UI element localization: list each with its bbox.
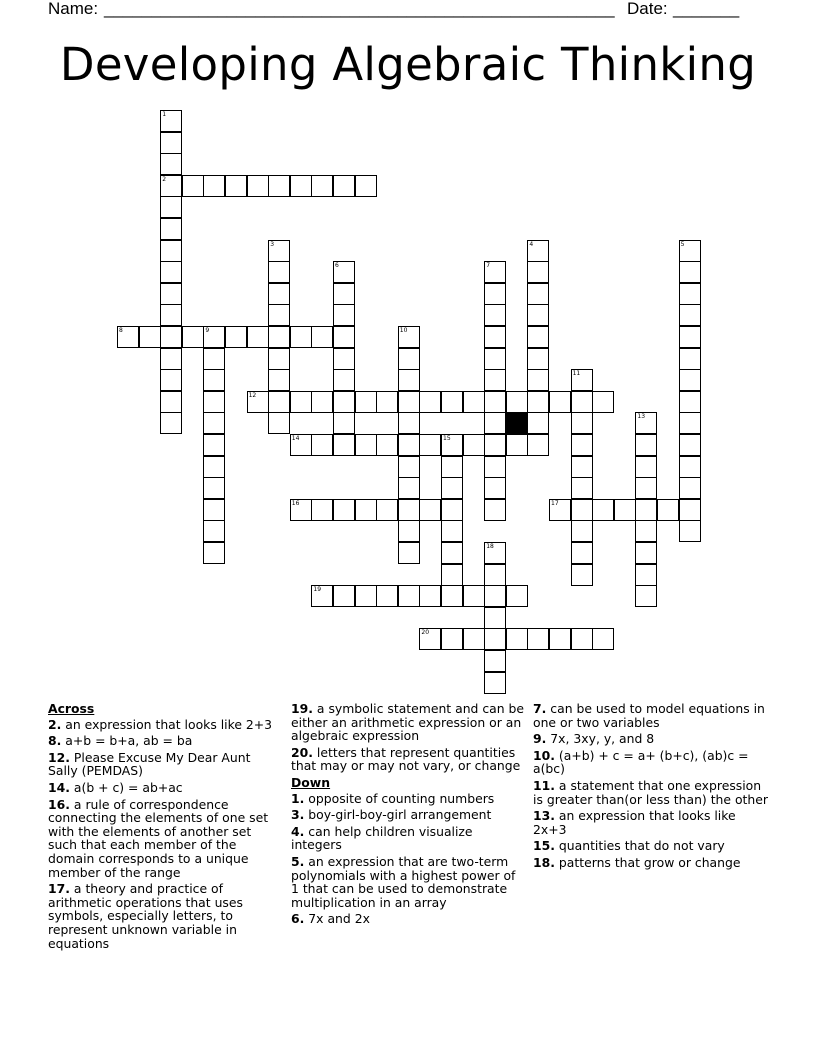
grid-cell[interactable] [679, 369, 701, 391]
grid-cell[interactable] [203, 326, 225, 348]
grid-cell[interactable] [290, 499, 312, 521]
clue-number: 4. [291, 823, 305, 839]
grid-cell[interactable] [463, 391, 485, 413]
grid-cell[interactable] [441, 542, 463, 564]
grid-cell[interactable] [203, 456, 225, 478]
grid-cell[interactable] [635, 499, 657, 521]
grid-cell[interactable] [463, 434, 485, 456]
grid-cell[interactable] [398, 585, 420, 607]
grid-cell[interactable] [225, 175, 247, 197]
grid-cell[interactable] [679, 348, 701, 370]
across-heading: Across [48, 701, 95, 716]
grid-cell[interactable] [311, 499, 333, 521]
clue-item [533, 702, 769, 729]
grid-cell[interactable] [203, 542, 225, 564]
clue-number-label: 3 [270, 240, 275, 248]
grid-cell[interactable] [527, 391, 549, 413]
clue-number: 3. [291, 807, 305, 823]
grid-cell[interactable] [679, 434, 701, 456]
grid-cell[interactable] [527, 628, 549, 650]
clue-item [291, 855, 527, 909]
clue-text: 7x and 2x [308, 911, 370, 927]
grid-cell[interactable] [160, 369, 182, 391]
clue-text: quantities that do not vary [558, 838, 725, 854]
name-label: Name: [48, 0, 99, 18]
clue-number: 12. [48, 749, 70, 765]
clue-number-label: 14 [291, 435, 300, 442]
grid-cell[interactable] [268, 326, 290, 348]
grid-cell[interactable] [441, 564, 463, 586]
grid-cell[interactable] [398, 369, 420, 391]
grid-cell[interactable] [333, 175, 355, 197]
clue-number-label: 12 [248, 391, 257, 399]
page-title: Developing Algebraic Thinking [59, 38, 757, 91]
grid-cell[interactable] [290, 326, 312, 348]
grid-cell[interactable] [635, 456, 657, 478]
grid-cell[interactable] [160, 391, 182, 413]
clue-text: a rule of correspondence connecting the elements of one set with the elements of another set such that each member of the domain corresponds to a unique member of the range [48, 796, 269, 880]
clue-number: 17. [48, 881, 70, 897]
grid-cell[interactable] [635, 434, 657, 456]
clue-text: a+b = b+a, ab = ba [65, 733, 193, 749]
grid-cell[interactable] [355, 391, 377, 413]
clue-item [291, 825, 527, 852]
grid-cell[interactable] [571, 564, 593, 586]
grid-cell[interactable] [203, 369, 225, 391]
grid-cell[interactable] [441, 499, 463, 521]
grid-cell[interactable] [484, 564, 506, 586]
grid-cell[interactable] [506, 585, 528, 607]
clue-number-label: 5 [680, 240, 685, 248]
clue-item [48, 734, 276, 748]
grid-cell[interactable] [311, 326, 333, 348]
down-clue-list-continued [533, 702, 769, 870]
grid-cell[interactable] [441, 434, 463, 456]
grid-cell[interactable] [527, 348, 549, 370]
grid-cell[interactable] [203, 391, 225, 413]
clue-number: 13. [533, 808, 555, 824]
clues-column-1 [48, 702, 276, 953]
grid-cell[interactable] [355, 585, 377, 607]
clue-number: 7. [533, 701, 547, 716]
grid-cell[interactable] [571, 456, 593, 478]
across-clue-list-continued [291, 702, 527, 773]
clue-number: 20. [291, 744, 313, 760]
grid-cell[interactable] [160, 261, 182, 283]
clue-number-label: 15 [443, 435, 451, 442]
grid-cell[interactable] [268, 261, 290, 283]
clue-number-label: 13 [637, 413, 646, 421]
grid-cell[interactable] [333, 369, 355, 391]
grid-cell[interactable] [203, 175, 225, 197]
clue-number-label: 11 [572, 370, 581, 378]
across-clue-list [48, 718, 276, 951]
clue-item [533, 856, 769, 870]
grid-cell[interactable] [679, 456, 701, 478]
grid-cell[interactable] [333, 304, 355, 326]
grid-cell[interactable] [484, 672, 506, 694]
grid-cell[interactable] [160, 240, 182, 262]
grid-cell[interactable] [592, 499, 614, 521]
clue-number-label: 18 [486, 543, 494, 550]
clue-item [533, 732, 769, 746]
clue-text: letters that represent quantities that may or may not vary, or change [291, 744, 521, 774]
grid-cell[interactable] [635, 564, 657, 586]
clue-item [291, 808, 527, 822]
grid-cell[interactable] [182, 175, 204, 197]
clue-number-label: 20 [421, 629, 430, 637]
grid-cell[interactable] [160, 110, 182, 132]
grid-cell[interactable] [635, 585, 657, 607]
clue-number: 16. [48, 796, 70, 812]
clue-item [48, 781, 276, 795]
clue-text: patterns that grow or change [558, 854, 741, 870]
clue-number: 11. [533, 777, 555, 793]
grid-cell[interactable] [679, 477, 701, 499]
grid-cell[interactable] [571, 542, 593, 564]
grid-cell[interactable] [571, 520, 593, 542]
grid-cell[interactable] [333, 261, 355, 283]
grid-cell[interactable] [398, 412, 420, 434]
grid-cell[interactable] [268, 348, 290, 370]
grid-cell[interactable] [527, 304, 549, 326]
grid-cell[interactable] [441, 456, 463, 478]
grid-cell[interactable] [484, 369, 506, 391]
clue-number: 19. [291, 701, 313, 716]
grid-cell[interactable] [376, 434, 398, 456]
grid-cell[interactable] [506, 391, 528, 413]
grid-cell[interactable] [679, 261, 701, 283]
grid-cell[interactable] [527, 369, 549, 391]
clue-item [291, 702, 527, 743]
clue-number-label: 9 [205, 327, 210, 334]
grid-cell[interactable] [679, 499, 701, 521]
grid-cell[interactable] [333, 434, 355, 456]
grid-cell[interactable] [268, 283, 290, 305]
date-field[interactable]: _______ [673, 0, 740, 18]
grid-cell[interactable] [268, 412, 290, 434]
clue-number: 5. [291, 853, 305, 869]
grid-cell[interactable] [333, 348, 355, 370]
grid-cell[interactable] [484, 326, 506, 348]
grid-cell[interactable] [268, 391, 290, 413]
grid-cell[interactable] [160, 175, 182, 197]
clue-text: a statement that one expression is greater than(or less than) the other [533, 777, 768, 807]
clue-number: 15. [533, 838, 555, 854]
clue-text: can be used to model equations in one or two variables [533, 701, 765, 730]
grid-cell[interactable] [160, 153, 182, 175]
grid-cell[interactable] [419, 434, 441, 456]
grid-cell[interactable] [441, 585, 463, 607]
grid-cell[interactable] [571, 477, 593, 499]
grid-cell[interactable] [484, 628, 506, 650]
grid-cell[interactable] [311, 585, 333, 607]
clue-text: (a+b) + c = a+ (b+c), (ab)c = a(bc) [533, 747, 749, 777]
clue-number: 2. [48, 716, 62, 732]
grid-cell[interactable] [268, 175, 290, 197]
grid-cell[interactable] [398, 348, 420, 370]
grid-cell[interactable] [160, 304, 182, 326]
grid-cell[interactable] [160, 326, 182, 348]
grid-cell[interactable] [398, 326, 420, 348]
clue-number: 14. [48, 779, 70, 795]
grid-cell[interactable] [268, 240, 290, 262]
grid-cell[interactable] [614, 499, 636, 521]
grid-cell[interactable] [160, 132, 182, 154]
grid-cell[interactable] [139, 326, 161, 348]
grid-cell[interactable] [419, 499, 441, 521]
clue-item [533, 749, 769, 776]
grid-cell[interactable] [549, 391, 571, 413]
grid-cell[interactable] [484, 434, 506, 456]
grid-cell[interactable] [484, 499, 506, 521]
grid-cell[interactable] [398, 499, 420, 521]
grid-cell[interactable] [419, 628, 441, 650]
grid-cell[interactable] [203, 520, 225, 542]
grid-cell[interactable] [419, 391, 441, 413]
clue-item [48, 798, 276, 880]
name-field[interactable]: ______________________________________________________ [104, 0, 615, 18]
grid-cell[interactable] [527, 434, 549, 456]
grid-cell[interactable] [549, 628, 571, 650]
grid-cell[interactable] [182, 326, 204, 348]
grid-cell[interactable] [484, 283, 506, 305]
grid-cell[interactable] [441, 391, 463, 413]
grid-cell[interactable] [484, 261, 506, 283]
grid-cell[interactable] [333, 391, 355, 413]
grid-cell[interactable] [571, 499, 593, 521]
grid-cell[interactable] [311, 175, 333, 197]
date-label: Date: [627, 0, 668, 18]
grid-cell[interactable] [398, 520, 420, 542]
grid-cell[interactable] [355, 434, 377, 456]
clue-text: a symbolic statement and can be either an arithmetic expression or an algebraic expression [291, 701, 525, 744]
grid-cell[interactable] [160, 196, 182, 218]
clue-text: a(b + c) = ab+ac [73, 779, 183, 795]
black-cell [506, 412, 528, 434]
grid-cell[interactable] [635, 542, 657, 564]
grid-cell[interactable] [549, 499, 571, 521]
clue-number-label: 4 [529, 240, 534, 248]
clue-number: 6. [291, 911, 305, 927]
grid-cell[interactable] [506, 628, 528, 650]
grid-cell[interactable] [333, 412, 355, 434]
grid-cell[interactable] [441, 628, 463, 650]
grid-cell[interactable] [290, 434, 312, 456]
grid-cell[interactable] [376, 499, 398, 521]
clue-item [533, 809, 769, 836]
clue-number: 1. [291, 790, 305, 806]
clue-item [533, 779, 769, 806]
grid-cell[interactable] [290, 175, 312, 197]
grid-cell[interactable] [160, 283, 182, 305]
grid-cell[interactable] [247, 175, 269, 197]
grid-cell[interactable] [160, 348, 182, 370]
grid-cell[interactable] [376, 391, 398, 413]
clue-number-label: 6 [335, 262, 339, 270]
grid-cell[interactable] [268, 304, 290, 326]
grid-cell[interactable] [506, 434, 528, 456]
grid-cell[interactable] [463, 628, 485, 650]
grid-cell[interactable] [355, 175, 377, 197]
grid-cell[interactable] [203, 348, 225, 370]
clue-item [291, 912, 527, 926]
grid-cell[interactable] [398, 391, 420, 413]
grid-cell[interactable] [635, 520, 657, 542]
clue-text: an expression that are two-term polynomials with a highest power of 1 that can be used to demonstrate multiplication in an array [291, 853, 516, 910]
clue-text: an expression that looks like 2+3 [65, 716, 273, 732]
grid-cell[interactable] [441, 520, 463, 542]
grid-cell[interactable] [247, 326, 269, 348]
grid-cell[interactable] [571, 628, 593, 650]
grid-cell[interactable] [247, 391, 269, 413]
clue-number: 18. [533, 854, 555, 870]
grid-cell[interactable] [635, 477, 657, 499]
grid-cell[interactable] [571, 434, 593, 456]
grid-cell[interactable] [311, 434, 333, 456]
grid-cell[interactable] [441, 477, 463, 499]
grid-cell[interactable] [333, 283, 355, 305]
grid-cell[interactable] [333, 326, 355, 348]
grid-cell[interactable] [484, 650, 506, 672]
grid-cell[interactable] [592, 628, 614, 650]
clue-item [48, 882, 276, 950]
clue-number-label: 8 [119, 327, 123, 334]
grid-cell[interactable] [463, 585, 485, 607]
grid-cell[interactable] [484, 477, 506, 499]
grid-cell[interactable] [484, 412, 506, 434]
grid-cell[interactable] [484, 456, 506, 478]
grid-cell[interactable] [571, 391, 593, 413]
grid-cell[interactable] [398, 456, 420, 478]
grid-cell[interactable] [679, 391, 701, 413]
grid-cell[interactable] [484, 391, 506, 413]
grid-cell[interactable] [398, 477, 420, 499]
grid-cell[interactable] [527, 326, 549, 348]
grid-cell[interactable] [592, 391, 614, 413]
grid-cell[interactable] [484, 607, 506, 629]
grid-cell[interactable] [333, 499, 355, 521]
grid-cell[interactable] [484, 542, 506, 564]
clue-text: 7x, 3xy, y, and 8 [550, 731, 655, 747]
clue-item [291, 792, 527, 806]
grid-cell[interactable] [376, 585, 398, 607]
clue-text: boy-girl-boy-girl arrangement [308, 807, 492, 823]
clue-text: Please Excuse My Dear Aunt Sally (PEMDAS) [48, 749, 251, 779]
clue-number-label: 17 [551, 499, 559, 507]
grid-cell[interactable] [571, 369, 593, 391]
grid-cell[interactable] [679, 326, 701, 348]
grid-cell[interactable] [203, 434, 225, 456]
grid-cell[interactable] [160, 218, 182, 240]
grid-cell[interactable] [484, 304, 506, 326]
clue-number-label: 19 [313, 586, 322, 594]
clue-item [48, 718, 276, 732]
clue-number-label: 2 [162, 175, 167, 183]
grid-cell[interactable] [268, 369, 290, 391]
grid-cell[interactable] [527, 240, 549, 262]
grid-cell[interactable] [398, 434, 420, 456]
grid-cell[interactable] [203, 412, 225, 434]
clue-number-label: 16 [291, 499, 300, 507]
clue-text: a theory and practice of arithmetic operations that uses symbols, especially letters, to represent unknown variable in equations [48, 881, 243, 951]
grid-cell[interactable] [311, 391, 333, 413]
clue-text: an expression that looks like 2x+3 [533, 808, 736, 837]
clues-column-2 [291, 702, 527, 929]
grid-cell[interactable] [679, 520, 701, 542]
grid-cell[interactable] [419, 585, 441, 607]
grid-cell[interactable] [635, 412, 657, 434]
clue-number-label: 7 [486, 262, 491, 270]
grid-cell[interactable] [203, 477, 225, 499]
grid-cell[interactable] [679, 304, 701, 326]
clue-number-label: 1 [162, 111, 167, 118]
grid-cell[interactable] [225, 326, 247, 348]
grid-cell[interactable] [527, 261, 549, 283]
grid-cell[interactable] [398, 542, 420, 564]
grid-cell[interactable] [571, 412, 593, 434]
clue-item [291, 746, 527, 773]
clue-number: 9. [533, 731, 547, 747]
grid-cell[interactable] [657, 499, 679, 521]
clues-column-3 [533, 702, 769, 873]
down-heading: Down [291, 774, 331, 790]
grid-cell[interactable] [484, 585, 506, 607]
clue-text: opposite of counting numbers [308, 790, 495, 806]
grid-cell[interactable] [290, 391, 312, 413]
clue-item [48, 751, 276, 778]
grid-cell[interactable] [679, 283, 701, 305]
down-clue-list [291, 792, 527, 926]
grid-cell[interactable] [679, 240, 701, 262]
grid-cell[interactable] [679, 412, 701, 434]
grid-cell[interactable] [484, 348, 506, 370]
clue-number-label: 10 [399, 327, 408, 334]
clue-number: 8. [48, 733, 62, 749]
grid-cell[interactable] [527, 283, 549, 305]
grid-cell[interactable] [160, 412, 182, 434]
grid-cell[interactable] [117, 326, 139, 348]
grid-cell[interactable] [527, 412, 549, 434]
grid-cell[interactable] [355, 499, 377, 521]
clue-text: can help children visualize integers [291, 823, 473, 853]
clue-number: 10. [533, 747, 555, 763]
grid-cell[interactable] [333, 585, 355, 607]
clue-item [533, 839, 769, 853]
grid-cell[interactable] [203, 499, 225, 521]
